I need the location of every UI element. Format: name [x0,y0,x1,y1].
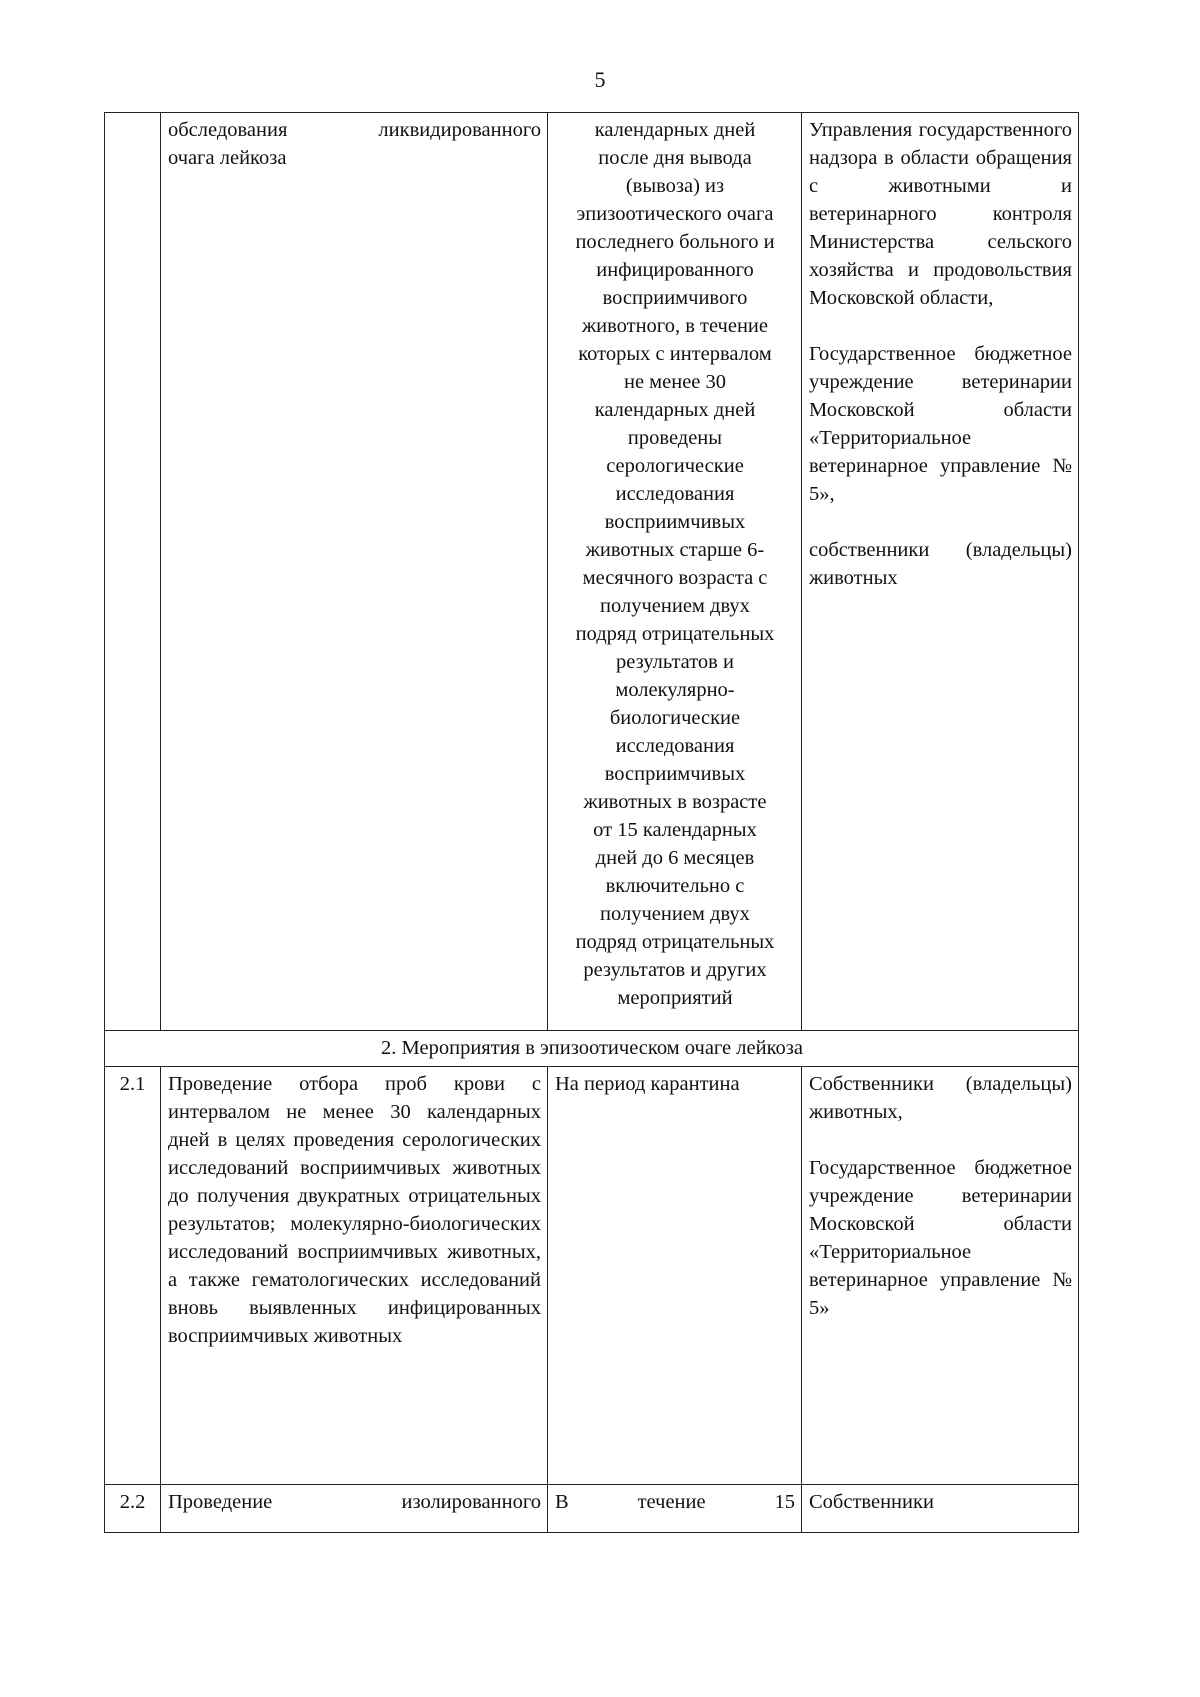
responsible-cell [802,113,1079,1031]
term-word: течение [637,1491,706,1513]
term-line: животных в возрасте [583,791,767,813]
activity-cell: Проведение изолированного [161,1485,548,1533]
term-line: результатов и [616,651,734,673]
term-line: подряд отрицательных [575,623,775,645]
term-line: молекулярно- [615,679,735,701]
term-line: не менее 30 [623,371,727,393]
row-number-cell [105,113,161,1031]
term-line: получением двух [600,903,750,925]
responsible-cell [802,1067,1079,1485]
term-cell [548,1485,802,1533]
term-line: исследования [615,483,735,505]
term-line: получением двух [600,595,750,617]
table-row-2-2 [105,1485,1079,1533]
term-line: которых с интервалом [578,343,772,365]
term-word: В [555,1491,569,1513]
term-cell [548,113,802,1031]
term-cell: На период карантина [548,1067,802,1485]
term-line: включительно с [605,875,745,897]
activity-line: обследования ликвидированного [168,119,541,141]
section-heading-row [105,1031,1079,1067]
table-row-2-1 [105,1067,1079,1485]
term-line: последнего больного и [575,231,775,253]
term-line: календарных дней [594,399,756,421]
term-line: восприимчивых [604,763,746,785]
term-line: восприимчивых [604,511,746,533]
responsible-cell: Собственники [802,1485,1079,1533]
responsible-paragraph: Государственное бюджетное учреждение ветеринарии Московской области «Территориальное ветеринарное управление № 5» [809,1157,1072,1319]
term-line: результатов и других [583,959,767,981]
activity-line: очага лейкоза [168,147,287,169]
responsible-paragraph: Собственники (владельцы) животных, [809,1073,1072,1123]
term-line: биологические [609,707,741,729]
term-line: восприимчивого [602,287,748,309]
activity-cell [161,113,548,1031]
term-line: месячного возраста с [582,567,768,589]
page-number: 5 [594,67,606,92]
term-line: дней до 6 месяцев [595,847,755,869]
term-line: мероприятий [617,987,733,1009]
term-line: животного, в течение [581,315,769,337]
term-line: проведены [627,427,723,449]
term-line: серологические [606,455,744,477]
responsible-paragraph: Управления государственного надзора в области обращения с животными и ветеринарного контроля Министерства сельского хозяйства и продовольствия Московской области, [809,119,1072,309]
term-line: от 15 календарных [593,819,757,841]
measures-table [104,112,1079,1533]
activity-cell: Проведение отбора проб крови с интервалом не менее 30 календарных дней в целях проведения серологических исследований восприимчивых животных до получения двукратных отрицательных результатов; молекулярно-биологических исследований восприимчивых животных, а также гематологических исследований вновь выявленных инфицированных восприимчивых животных [161,1067,548,1485]
term-line: календарных дней [594,119,756,141]
term-word: 15 [774,1491,795,1513]
responsible-paragraph: Государственное бюджетное учреждение ветеринарии Московской области «Территориальное ветеринарное управление № 5», [809,343,1072,505]
term-line: эпизоотического очага [576,203,774,225]
row-number-cell: 2.2 [105,1485,161,1533]
term-line: после дня вывода [598,147,752,169]
section-heading: 2. Мероприятия в эпизоотическом очаге лейкоза [105,1031,1079,1067]
responsible-paragraph: собственники (владельцы) животных [809,539,1072,589]
row-number-cell: 2.1 [105,1067,161,1485]
term-line: животных старше 6- [585,539,765,561]
term-line: исследования [615,735,735,757]
term-line: инфицированного [596,259,754,281]
term-line: (вывоза) из [625,175,725,197]
table-row-continued [105,113,1079,1031]
term-line: подряд отрицательных [575,931,775,953]
